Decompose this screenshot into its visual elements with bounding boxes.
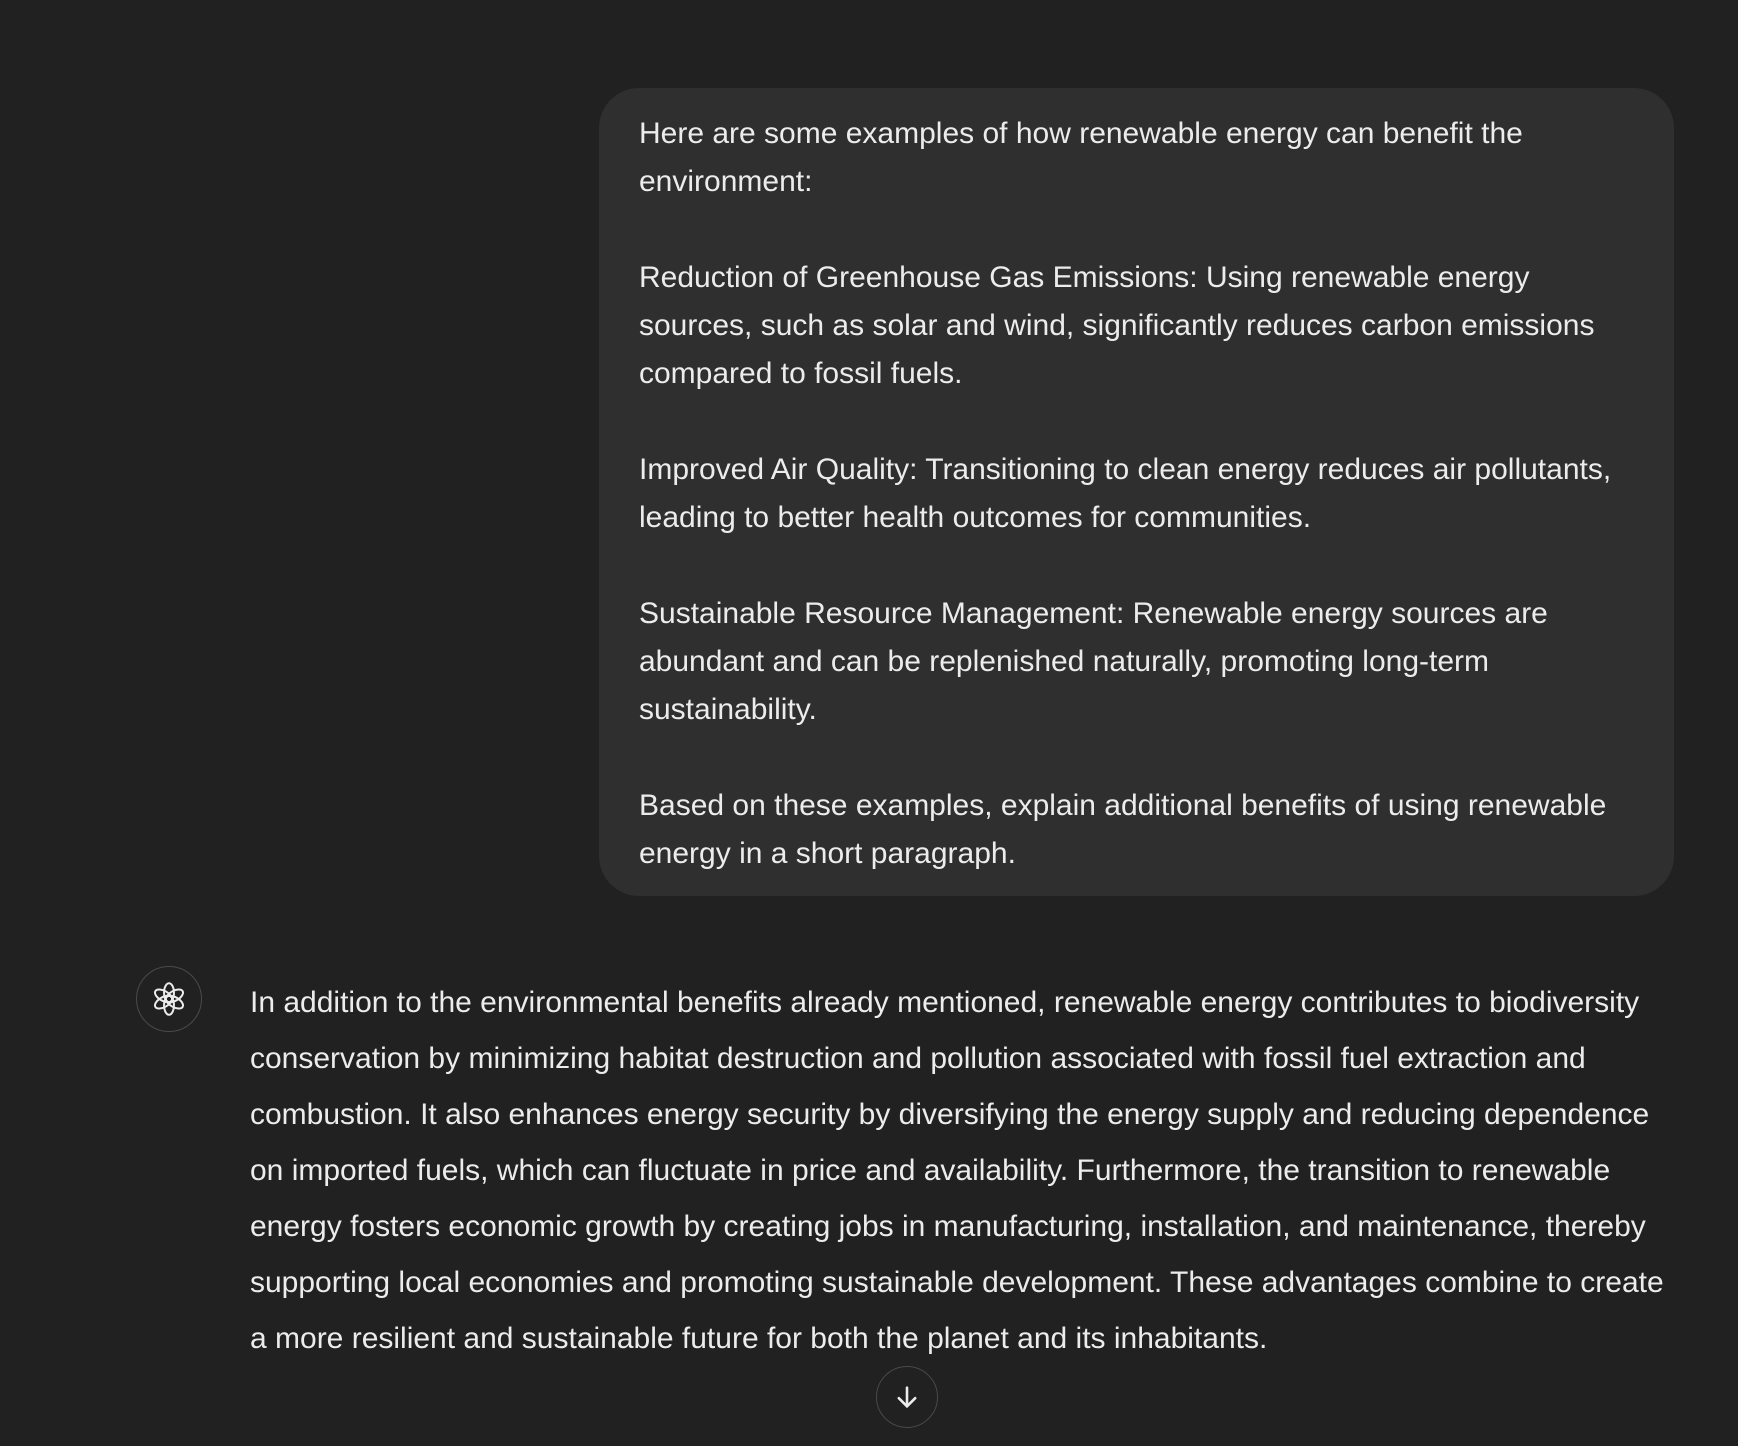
user-message-paragraph: Here are some examples of how renewable energy can benefit the environment: (639, 117, 1523, 198)
assistant-message-text: In addition to the environmental benefits already mentioned, renewable energy contributes to biodiversity conservation by minimizing habitat destruction and pollution associated with fossil fuel extraction and combustion. It also enhances energy security by diversifying the energy supply and reducing dependence on imported fuels, which can fluctuate in price and availability. Furthermore, the transition to renewable energy fosters economic growth by creating jobs in manufacturing, installation, and maintenance, thereby supporting local economies and promoting sustainable development. These advantages combine to create a more resilient and sustainable future for both the planet and its inhabitants. (250, 986, 1664, 1355)
user-message-paragraph: Sustainable Resource Management: Renewable energy sources are abundant and can be replenished naturally, promoting long-term sustainability. (639, 597, 1548, 726)
assistant-avatar (136, 966, 202, 1032)
openai-logo-icon (151, 981, 187, 1017)
user-message-paragraph: Improved Air Quality: Transitioning to clean energy reduces air pollutants, leading to better health outcomes for communities. (639, 453, 1612, 534)
user-message-paragraph: Based on these examples, explain additional benefits of using renewable energy in a short paragraph. (639, 789, 1607, 870)
user-message-bubble (599, 88, 1674, 896)
scroll-to-bottom-button[interactable] (876, 1366, 938, 1428)
user-message-paragraph: Reduction of Greenhouse Gas Emissions: Using renewable energy sources, such as solar and wind, significantly reduces carbon emissions compared to fossil fuels. (639, 261, 1595, 390)
arrow-down-icon (893, 1383, 921, 1411)
